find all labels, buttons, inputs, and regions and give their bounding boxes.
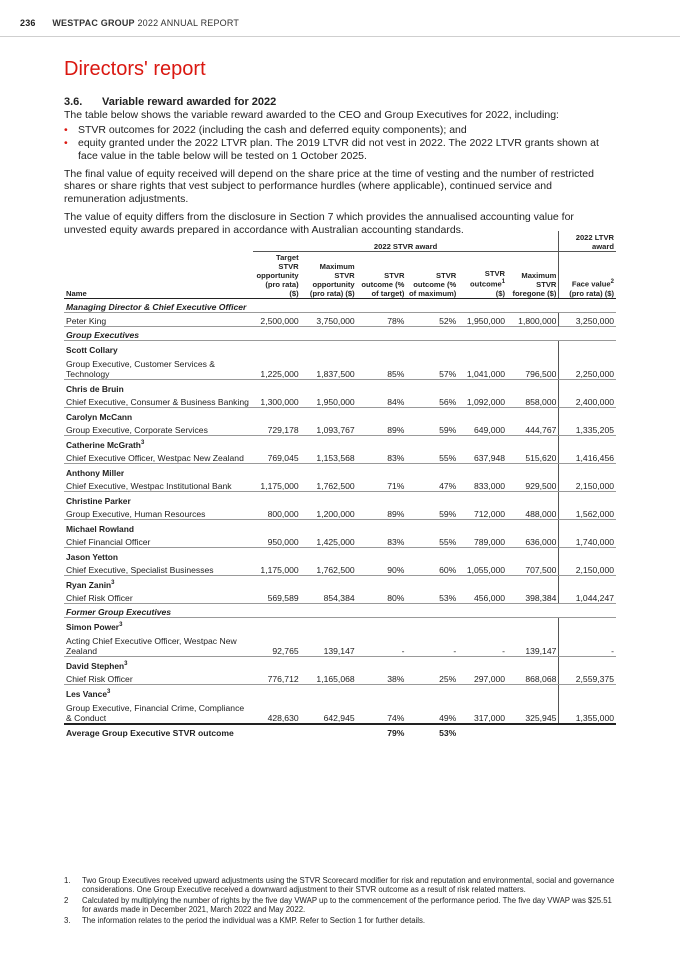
cell-face: 1,740,000 — [559, 534, 616, 548]
person-name: Les Vance$^3$ — [66, 689, 111, 699]
col-name: Name — [64, 252, 253, 299]
cell-maximum: 3,750,000 — [301, 313, 357, 327]
cell-target: 2,500,000 — [253, 313, 301, 327]
cell-pct-target: 84% — [357, 394, 407, 408]
role-cell: Chief Executive, Westpac Institutional Bank — [64, 478, 253, 492]
stvr-group-header: 2022 STVR award — [253, 231, 559, 252]
cell-maximum: 1,950,000 — [301, 394, 357, 408]
cell-pct-target: - — [357, 632, 407, 657]
cell-forgone: 139,147 — [507, 632, 559, 657]
category-row — [64, 327, 616, 341]
average-row — [64, 724, 616, 738]
person-name: Michael Rowland — [66, 524, 134, 534]
cell-forgone: 929,500 — [507, 478, 559, 492]
cell-face: 2,559,375 — [559, 671, 616, 685]
cell-maximum: 1,837,500 — [301, 355, 357, 380]
cell-forgone: 515,620 — [507, 450, 559, 464]
cell-outcome: 649,000 — [458, 422, 507, 436]
cell-face: 2,400,000 — [559, 394, 616, 408]
table-row — [64, 478, 616, 492]
person-name-row — [64, 492, 616, 507]
person-name: Simon Power$^3$ — [66, 622, 123, 632]
person-name-row — [64, 685, 616, 700]
cell-target: 776,712 — [253, 671, 301, 685]
cell-maximum: 1,200,000 — [301, 506, 357, 520]
cell-pct-max: 25% — [406, 671, 458, 685]
role-cell: Group Executive, Customer Services & Technology — [64, 355, 253, 380]
variable-reward-table — [64, 231, 616, 738]
cell-pct-target: 38% — [357, 671, 407, 685]
table-row — [64, 394, 616, 408]
cell-pct-max: 55% — [406, 450, 458, 464]
cell-target: 428,630 — [253, 699, 301, 724]
cell-target: 800,000 — [253, 506, 301, 520]
cell-maximum: 1,425,000 — [301, 534, 357, 548]
cell-face: 3,250,000 — [559, 313, 616, 327]
cell-maximum: 1,762,500 — [301, 562, 357, 576]
cell-pct-max: 47% — [406, 478, 458, 492]
bullet-item: • equity granted under the 2022 LTVR plan. The 2019 LTVR did not vest in 2022. The 2022 LTVR grants shown at face value in the table below will be tested on 1 October 2025. — [64, 137, 599, 162]
table-row — [64, 506, 616, 520]
cell-maximum: 1,153,568 — [301, 450, 357, 464]
person-name-row — [64, 657, 616, 672]
footnote: 1. Two Group Executives received upward adjustments using the STVR Scorecard modifier for risk and reputation and environmental, social and governance considerations. One Group Executive received a downward adjustment to their STVR outcome as a result of risk related matters. — [64, 876, 615, 895]
cell-forgone: 444,767 — [507, 422, 559, 436]
cell-outcome: 833,000 — [458, 478, 507, 492]
person-name: Christine Parker — [66, 496, 131, 506]
cell-face: - — [559, 632, 616, 657]
cell-outcome: 1,092,000 — [458, 394, 507, 408]
cell-outcome: 456,000 — [458, 590, 507, 604]
footnote: 3. The information relates to the period the individual was a KMP. Refer to Section 1 for further details. — [64, 915, 426, 925]
cell-target: 92,765 — [253, 632, 301, 657]
person-name-row — [64, 548, 616, 563]
cell-forgone: 488,000 — [507, 506, 559, 520]
cell-face: 1,562,000 — [559, 506, 616, 520]
cell-pct-max: 60% — [406, 562, 458, 576]
cell-pct-target: 83% — [357, 534, 407, 548]
bullet-item: • STVR outcomes for 2022 (including the cash and deferred equity components); and — [64, 123, 467, 136]
cell-outcome: 789,000 — [458, 534, 507, 548]
col-outcome-target: STVR outcome (% of target) — [357, 252, 407, 299]
intro-paragraph: The table below shows the variable reward awarded to the CEO and Group Executives for 2022, including: — [64, 109, 559, 122]
page-number: 236 — [20, 18, 36, 28]
cell-face: 1,335,205 — [559, 422, 616, 436]
cell-face: 2,150,000 — [559, 562, 616, 576]
cell-forgone: 858,000 — [507, 394, 559, 408]
cell-maximum: 642,945 — [301, 699, 357, 724]
cell-pct-target: 74% — [357, 699, 407, 724]
cell-outcome: 297,000 — [458, 671, 507, 685]
table-row — [64, 355, 616, 380]
cell-maximum: 854,384 — [301, 590, 357, 604]
person-name: David Stephen$^3$ — [66, 661, 128, 671]
cell-outcome: 1,950,000 — [458, 313, 507, 327]
person-name: Carolyn McCann — [66, 412, 133, 422]
bullet-icon: • — [64, 123, 68, 136]
cell-target: 1,300,000 — [253, 394, 301, 408]
table-row — [64, 313, 616, 327]
category-label: Managing Director & Chief Executive Officer — [64, 299, 616, 313]
average-label: Average Group Executive STVR outcome — [64, 724, 357, 738]
col-target: Target STVR opportunity (pro rata) ($) — [253, 252, 301, 299]
table-group-header — [64, 231, 616, 252]
subsection-heading: 3.6. Variable reward awarded for 2022 — [64, 96, 277, 108]
footnote: 2 Calculated by multiplying the number of rights by the five day VWAP up to the commencement of the performance period. The five day VWAP was $25.51 for awards made in December 2021, March 2022 and May 2022. — [64, 895, 612, 915]
role-cell: Chief Financial Officer — [64, 534, 253, 548]
col-maximum: Maximum STVR opportunity (pro rata) ($) — [301, 252, 357, 299]
person-name: Chris de Bruin — [66, 384, 124, 394]
role-cell: Chief Executive Officer, Westpac New Zealand — [64, 450, 253, 464]
cell-pct-target: 85% — [357, 355, 407, 380]
cell-target: 569,589 — [253, 590, 301, 604]
average-pct-max: 53% — [406, 724, 458, 738]
col-outcome-max: STVR outcome (% of maximum) — [406, 252, 458, 299]
person-name-row — [64, 341, 616, 356]
bullet-icon: • — [64, 137, 68, 150]
table-row — [64, 422, 616, 436]
col-forgone: Maximum STVR foregone ($) — [507, 252, 559, 299]
cell-face: 2,150,000 — [559, 478, 616, 492]
cell-forgone: 325,945 — [507, 699, 559, 724]
section-title: Directors' report — [64, 58, 206, 80]
ltvr-group-header: 2022 LTVR award — [559, 231, 616, 252]
table-row — [64, 671, 616, 685]
person-name-row — [64, 464, 616, 479]
role-cell: Acting Chief Executive Officer, Westpac New Zealand — [64, 632, 253, 657]
cell-pct-max: 57% — [406, 355, 458, 380]
cell-forgone: 1,800,000 — [507, 313, 559, 327]
table-row — [64, 450, 616, 464]
cell-pct-max: 52% — [406, 313, 458, 327]
cell-outcome: 712,000 — [458, 506, 507, 520]
person-name-row — [64, 520, 616, 535]
cell-maximum: 139,147 — [301, 632, 357, 657]
role-cell: Group Executive, Human Resources — [64, 506, 253, 520]
cell-outcome: - — [458, 632, 507, 657]
role-cell: Chief Executive, Consumer & Business Banking — [64, 394, 253, 408]
cell-target: 1,225,000 — [253, 355, 301, 380]
page-header — [20, 18, 239, 28]
cell-pct-max: - — [406, 632, 458, 657]
person-name-row — [64, 408, 616, 423]
col-stvr-outcome: STVR outcome$^1$ ($) — [458, 252, 507, 299]
cell-pct-target: 71% — [357, 478, 407, 492]
cell-face: 1,044,247 — [559, 590, 616, 604]
person-name-row — [64, 618, 616, 633]
cell-face: 1,355,000 — [559, 699, 616, 724]
cell-forgone: 796,500 — [507, 355, 559, 380]
category-label: Former Group Executives — [64, 604, 616, 618]
cell-outcome: 1,041,000 — [458, 355, 507, 380]
cell-pct-max: 49% — [406, 699, 458, 724]
category-row — [64, 299, 616, 313]
cell-maximum: 1,762,500 — [301, 478, 357, 492]
footnotes — [64, 876, 616, 926]
role-cell: Chief Risk Officer — [64, 590, 253, 604]
cell-maximum: 1,093,767 — [301, 422, 357, 436]
cell-forgone: 636,000 — [507, 534, 559, 548]
cell-maximum: 1,165,068 — [301, 671, 357, 685]
cell-outcome: 1,055,000 — [458, 562, 507, 576]
cell-target: 950,000 — [253, 534, 301, 548]
person-name: Ryan Zanin$^3$ — [66, 580, 115, 590]
role-cell: Chief Executive, Specialist Businesses — [64, 562, 253, 576]
cell-pct-max: 56% — [406, 394, 458, 408]
col-face-value: Face value$^2$ (pro rata) ($) — [559, 252, 616, 299]
cell-outcome: 637,948 — [458, 450, 507, 464]
table-row — [64, 590, 616, 604]
report-title: WESTPAC GROUP 2022 ANNUAL REPORT — [52, 18, 240, 28]
cell-target: 729,178 — [253, 422, 301, 436]
role-cell: Group Executive, Corporate Services — [64, 422, 253, 436]
cell-pct-target: 78% — [357, 313, 407, 327]
cell-pct-target: 80% — [357, 590, 407, 604]
table-row — [64, 699, 616, 724]
person-name: Anthony Miller — [66, 468, 125, 478]
cell-pct-target: 89% — [357, 422, 407, 436]
header-rule — [0, 36, 680, 37]
person-name: Scott Collary — [66, 345, 118, 355]
person-name-row — [64, 436, 616, 451]
cell-pct-target: 90% — [357, 562, 407, 576]
person-name: Jason Yetton — [66, 552, 118, 562]
role-cell: Peter King — [64, 313, 253, 327]
cell-face: 2,250,000 — [559, 355, 616, 380]
person-name-row — [64, 576, 616, 591]
paragraph: The final value of equity received will depend on the share price at the time of vesting and the number of restricted shares or share rights that vest subject to performance hurdles (where applicable), continued service and remuneration adjustments. — [64, 168, 594, 205]
body-text — [64, 96, 616, 242]
role-cell: Chief Risk Officer — [64, 671, 253, 685]
cell-target: 1,175,000 — [253, 562, 301, 576]
cell-forgone: 707,500 — [507, 562, 559, 576]
cell-forgone: 868,068 — [507, 671, 559, 685]
table-column-header — [64, 252, 616, 299]
table-row — [64, 534, 616, 548]
paragraph: The value of equity differs from the disclosure in Section 7 which provides the annualised accounting value for unvested equity awards prepared in accordance with Australian accounting standards. — [64, 211, 574, 236]
cell-target: 1,175,000 — [253, 478, 301, 492]
cell-pct-max: 53% — [406, 590, 458, 604]
cell-face: 1,416,456 — [559, 450, 616, 464]
table-row — [64, 562, 616, 576]
cell-pct-target: 83% — [357, 450, 407, 464]
category-label: Group Executives — [64, 327, 616, 341]
cell-target: 769,045 — [253, 450, 301, 464]
cell-pct-max: 55% — [406, 534, 458, 548]
role-cell: Group Executive, Financial Crime, Compliance & Conduct — [64, 699, 253, 724]
cell-pct-max: 59% — [406, 506, 458, 520]
bullet-list — [64, 124, 616, 162]
cell-pct-max: 59% — [406, 422, 458, 436]
cell-pct-target: 89% — [357, 506, 407, 520]
cell-forgone: 398,384 — [507, 590, 559, 604]
person-name-row — [64, 380, 616, 395]
cell-outcome: 317,000 — [458, 699, 507, 724]
average-pct-target: 79% — [357, 724, 407, 738]
category-row — [64, 604, 616, 618]
table-row — [64, 632, 616, 657]
person-name: Catherine McGrath$^3$ — [66, 440, 145, 450]
